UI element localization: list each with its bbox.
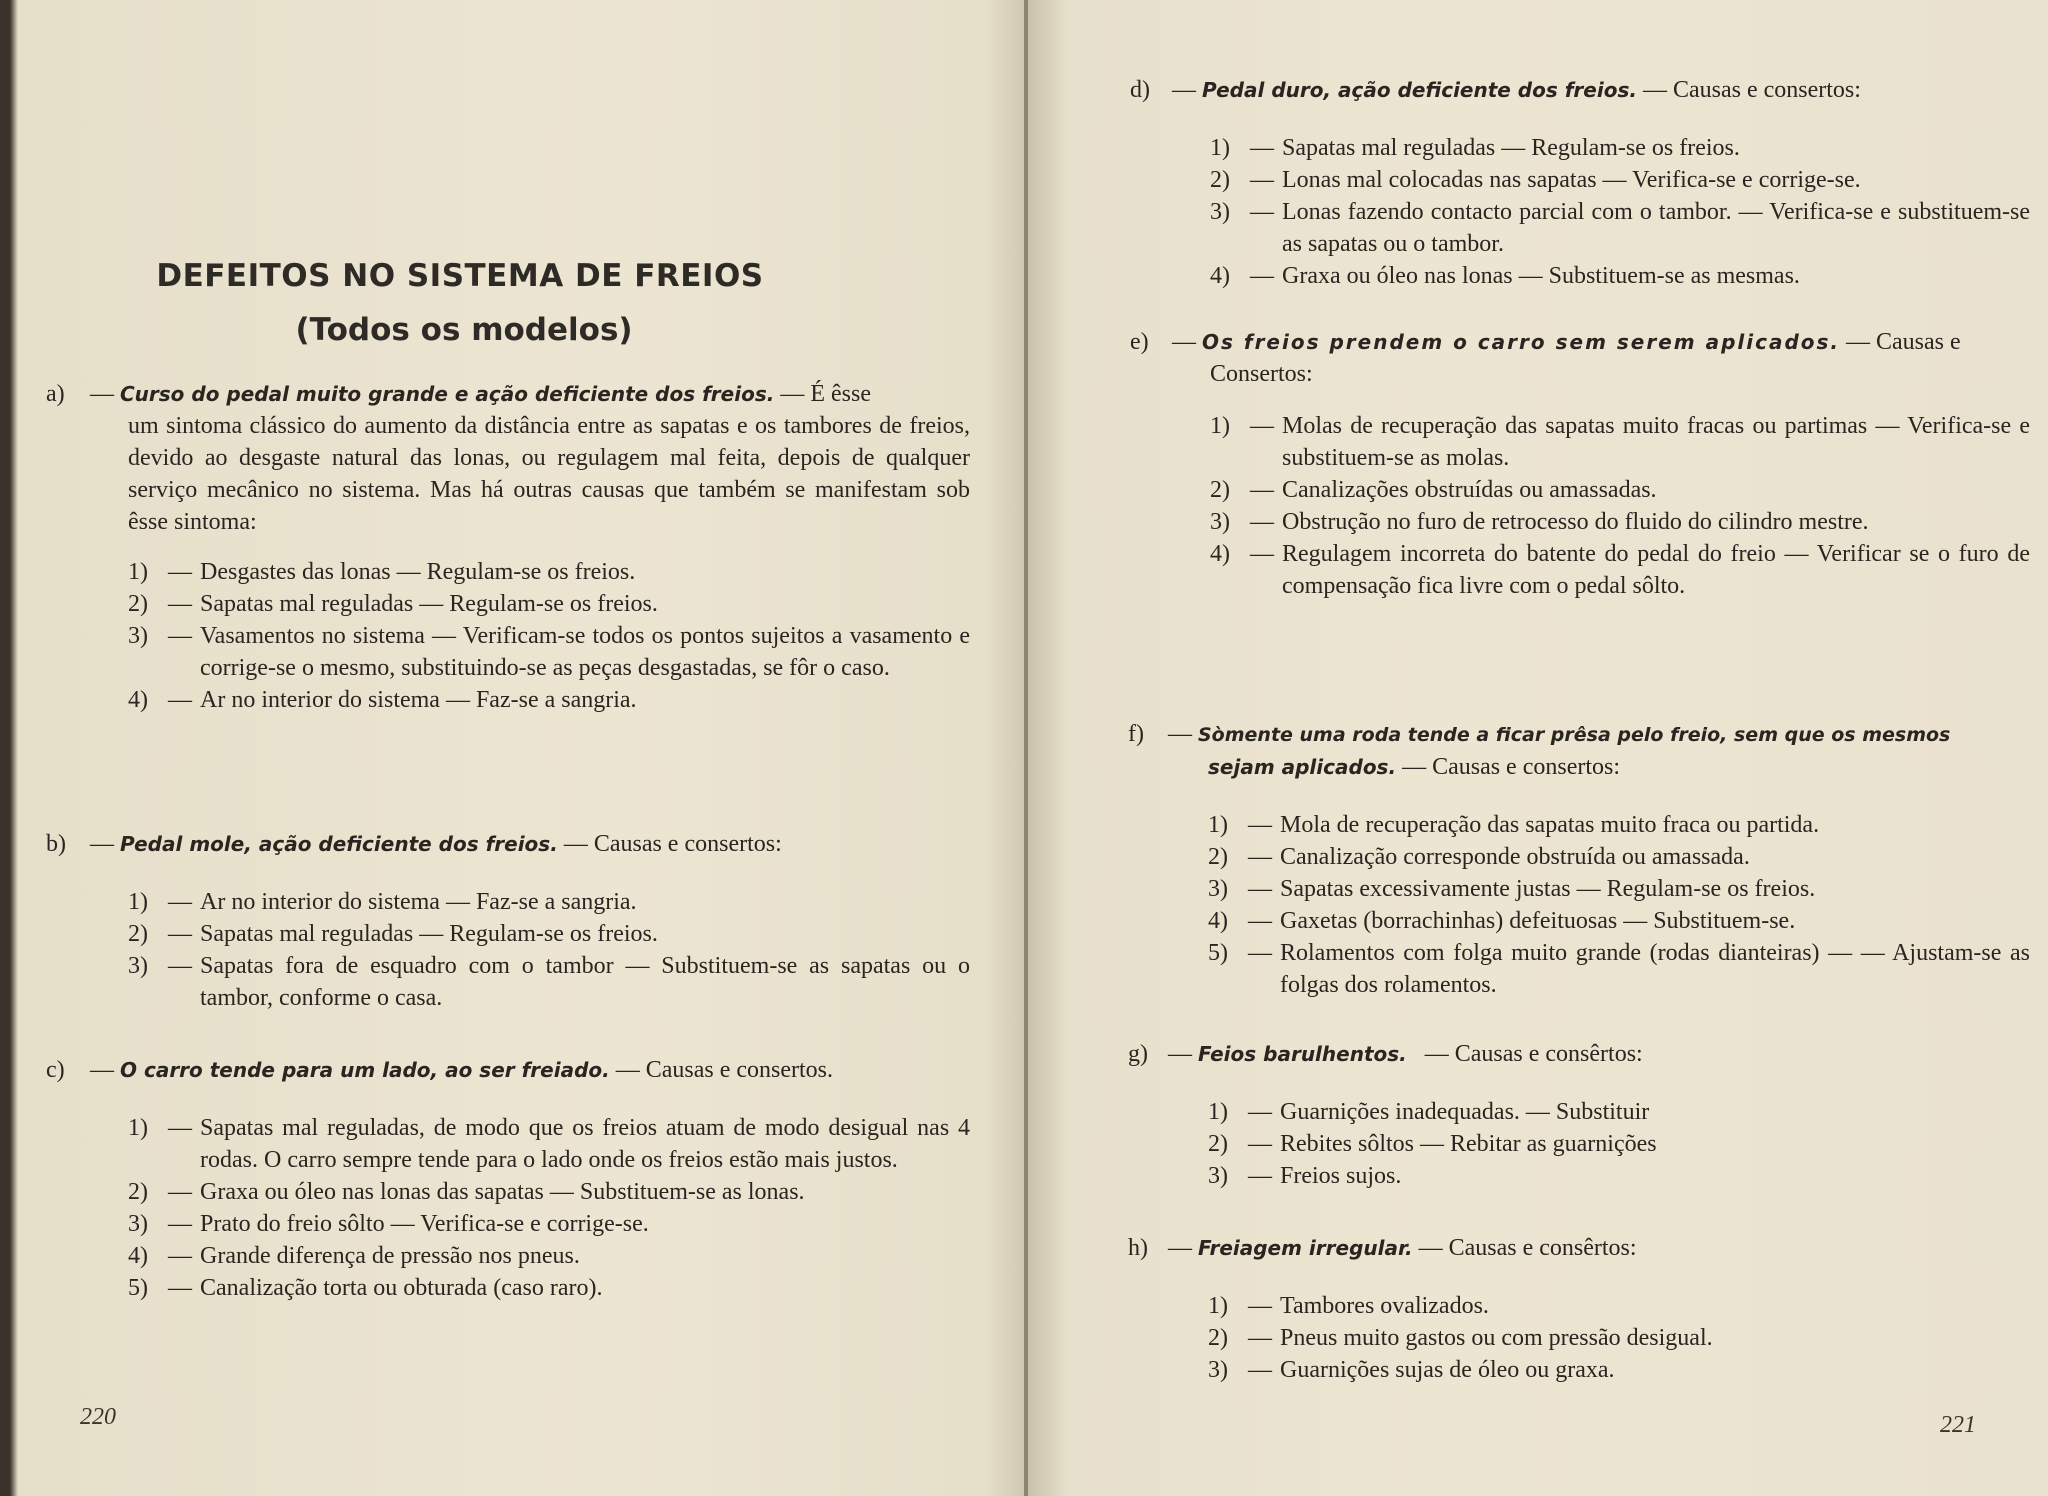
item-text: Gaxetas (borrachinhas) defeituosas — Substituem-se. [1280,908,1796,934]
page-number-left: 220 [80,1404,116,1430]
list-item [1208,1354,2030,1386]
list-item [1210,132,2030,164]
dash: — [1168,721,1198,747]
section-title: Pedal mole, ação deficiente dos freios. [120,832,558,856]
item-number: 2) [128,591,148,617]
section-letter: f) [1128,721,1144,747]
dash: — [168,623,192,649]
item-list [1208,1290,2030,1386]
dash: — [90,381,120,407]
item-text: Rebites sôltos — Rebitar as guarnições [1280,1131,1657,1157]
item-number: 4) [1208,908,1228,934]
item-number: 3) [128,953,148,979]
item-text: Tambores ovalizados. [1280,1293,1489,1319]
section-suffix: — Causas e consertos. [615,1057,834,1083]
item-number: 2) [1210,167,1230,193]
item-text: Canalização corresponde obstruída ou amassada. [1280,844,1750,870]
item-number: 4) [128,1243,148,1269]
dash: — [1172,77,1202,103]
list-item [1210,506,2030,538]
item-text: Ar no interior do sistema — Faz-se a sangria. [200,889,637,915]
section-suffix-continued: Consertos: [1210,361,1313,387]
section-title: Os freios prendem o carro sem serem aplicados. [1202,330,1841,354]
item-number: 1) [128,889,148,915]
section-title: Feios barulhentos. [1198,1042,1407,1066]
item-list [128,1112,970,1304]
section-title: Curso do pedal muito grande e ação deficiente dos freios. [120,382,775,406]
dash: — [1250,477,1274,503]
dash: — [168,1275,192,1301]
dash: — [168,559,192,585]
dash: — [168,921,192,947]
section-suffix: — Causas e consertos: [563,831,782,857]
item-number: 2) [1210,477,1230,503]
dash: — [1168,1235,1198,1261]
item-number: 1) [1208,1099,1228,1125]
section-d [1130,74,2030,292]
item-text: Obstrução no furo de retrocesso do fluido do cilindro mestre. [1282,509,1869,535]
item-text: Ar no interior do sistema — Faz-se a sangria. [200,687,637,713]
item-text: Graxa ou óleo nas lonas — Substituem-se as mesmas. [1282,263,1800,289]
dash: — [1248,1293,1272,1319]
item-number: 5) [128,1275,148,1301]
page-subtitle: (Todos os modelos) [295,312,633,348]
section-letter: b) [46,831,66,857]
section-text: um sintoma clássico do aumento da distância entre as sapatas e os tambores de freios, devido ao desgaste natural das lonas, ou regulagem mal feita, depois de qualquer serviço mecânico no sistema. Mas há outras causas que também se manifestam sob êsse sintoma: [128,413,970,535]
item-number: 3) [1208,1357,1228,1383]
section-letter: c) [46,1057,65,1083]
section-header [1128,1038,2030,1070]
list-item [128,1208,970,1240]
list-item [1210,260,2030,292]
item-number: 4) [128,687,148,713]
page-title: DEFEITOS NO SISTEMA DE FREIOS [156,258,764,294]
item-text: Sapatas fora de esquadro com o tambor — Substituem-se as sapatas ou o tambor, conforme o casa. [200,953,970,1011]
section-header [1128,718,2030,751]
item-number: 1) [1210,135,1230,161]
section-header [46,828,926,860]
item-number: 4) [1210,541,1230,567]
dash: — [1248,812,1272,838]
list-item [128,1240,970,1272]
section-e [1130,326,2030,602]
dash: — [1248,1357,1272,1383]
dash: — [90,831,120,857]
page-number-right: 221 [1940,1412,1976,1438]
list-item [128,588,970,620]
list-item [1210,164,2030,196]
list-item [1208,873,2030,905]
section-header [1128,1232,2030,1264]
dash: — [1248,1099,1272,1125]
dash: — [1248,876,1272,902]
list-item [1208,809,2030,841]
right-page [1028,0,2048,1496]
list-item [128,1176,970,1208]
section-g [1128,1038,2030,1192]
dash: — [1250,199,1274,225]
list-item [1208,841,2030,873]
section-letter: g) [1128,1041,1148,1067]
item-text: Guarnições sujas de óleo ou graxa. [1280,1357,1615,1383]
dash: — [1168,1041,1198,1067]
list-item [128,1272,970,1304]
list-item [128,1112,970,1176]
dash: — [168,1211,192,1237]
item-number: 1) [1208,1293,1228,1319]
list-item [1208,1096,2030,1128]
section-intro-tail: É êsse [810,381,871,407]
dash: — [1248,1131,1272,1157]
section-a [46,378,970,716]
dash: — [168,591,192,617]
dash: — [168,953,192,979]
item-text: Pneus muito gastos ou com pressão desigual. [1280,1325,1713,1351]
section-header-continued [1208,751,2030,783]
dash: — [1250,541,1274,567]
item-number: 2) [128,1179,148,1205]
dash: — [168,1179,192,1205]
section-letter: a) [46,381,65,407]
item-text: Canalizações obstruídas ou amassadas. [1282,477,1657,503]
list-item [128,556,970,588]
section-suffix: — Causas e consertos: [1402,754,1621,780]
item-text: Sapatas mal reguladas — Regulam-se os freios. [200,921,658,947]
item-text: Sapatas mal reguladas, de modo que os freios atuam de modo desigual nas 4 rodas. O carro sempre tende para o lado onde os freios estão mais justos. [200,1115,970,1173]
section-header [46,1054,926,1086]
dash: — [1172,329,1202,355]
item-number: 1) [128,559,148,585]
list-item [1208,1160,2030,1192]
dash: — [1248,844,1272,870]
section-header [1130,326,2030,358]
item-number: 2) [1208,844,1228,870]
section-h [1128,1232,2030,1386]
item-number: 2) [1208,1131,1228,1157]
dash: — [1250,413,1274,439]
item-text: Vasamentos no sistema — Verificam-se todos os pontos sujeitos a vasamento e corrige-se o mesmo, substituindo-se as peças desgastadas, se fôr o caso. [200,623,970,681]
dash: — [1248,1325,1272,1351]
list-item [1210,410,2030,474]
dash: — [90,1057,120,1083]
item-number: 1) [128,1115,148,1141]
section-title: Sòmente uma roda tende a ficar prêsa pelo freio, sem que os mesmos [1198,724,1951,746]
section-suffix: — Causas e consertos: [1642,77,1861,103]
item-text: Lonas fazendo contacto parcial com o tambor. — Verifica-se e substituem-se as sapatas ou o tambor. [1282,199,2030,257]
list-item [1208,937,2030,1001]
list-item [1210,538,2030,602]
item-text: Sapatas mal reguladas — Regulam-se os freios. [200,591,658,617]
section-c [46,1054,970,1304]
item-number: 4) [1210,263,1230,289]
section-letter: h) [1128,1235,1148,1261]
list-item [1208,905,2030,937]
item-text: Sapatas mal reguladas — Regulam-se os freios. [1282,135,1740,161]
item-text: Desgastes das lonas — Regulam-se os freios. [200,559,636,585]
dash: — [1250,509,1274,535]
item-number: 2) [128,921,148,947]
item-text: Grande diferença de pressão nos pneus. [200,1243,580,1269]
list-item [1208,1290,2030,1322]
list-item [128,950,970,1014]
item-text: Sapatas excessivamente justas — Regulam-se os freios. [1280,876,1816,902]
list-item [128,620,970,684]
dash: — [168,1115,192,1141]
section-header [46,378,926,410]
item-text: Rolamentos com folga muito grande (rodas dianteiras) — — Ajustam-se as folgas dos rolamentos. [1280,940,2030,998]
item-text: Molas de recuperação das sapatas muito fracas ou partimas — Verifica-se e substituem-se as molas. [1282,413,2030,471]
item-number: 3) [1210,509,1230,535]
dash: — [1248,1163,1272,1189]
item-list [1208,809,2030,1001]
section-title: Freiagem irregular. [1198,1236,1413,1260]
dash: — [168,687,192,713]
dash: — [774,381,811,407]
item-number: 3) [1210,199,1230,225]
section-title: Pedal duro, ação deficiente dos freios. [1202,78,1637,102]
item-text: Guarnições inadequadas. — Substituir [1280,1099,1650,1125]
dash: — [168,1243,192,1269]
item-text: Freios sujos. [1280,1163,1402,1189]
dash: — [1250,167,1274,193]
item-text: Regulagem incorreta do batente do pedal do freio — Verificar se o furo de compensação fica livre com o pedal sôlto. [1282,541,2030,599]
section-suffix: — Causas e consêrtos: [1424,1041,1643,1067]
dash: — [1250,263,1274,289]
item-number: 1) [1208,812,1228,838]
list-item [128,684,970,716]
section-title: O carro tende para um lado, ao ser freiado. [120,1058,610,1082]
section-b [46,828,970,1014]
list-item [1208,1128,2030,1160]
item-number: 3) [1208,1163,1228,1189]
section-header [1130,74,2030,106]
item-list [1210,132,2030,292]
section-suffix: — Causas e [1846,329,1961,355]
item-number: 2) [1208,1325,1228,1351]
item-list [1210,410,2030,602]
list-item [1210,196,2030,260]
item-list [128,556,970,716]
item-list [1208,1096,2030,1192]
item-number: 3) [128,623,148,649]
item-number: 5) [1208,940,1228,966]
dash: — [1248,908,1272,934]
dash: — [1250,135,1274,161]
section-title-continued: sejam aplicados. [1208,755,1397,779]
dash: — [168,889,192,915]
section-letter: e) [1130,329,1149,355]
item-number: 1) [1210,413,1230,439]
item-text: Canalização torta ou obturada (caso raro). [200,1275,603,1301]
list-item [1208,1322,2030,1354]
section-f [1128,718,2030,1001]
item-text: Graxa ou óleo nas lonas das sapatas — Substituem-se as lonas. [200,1179,805,1205]
item-text: Mola de recuperação das sapatas muito fraca ou partida. [1280,812,1820,838]
item-list [128,886,970,1014]
item-text: Prato do freio sôlto — Verifica-se e corrige-se. [200,1211,649,1237]
section-letter: d) [1130,77,1150,103]
list-item [128,886,970,918]
section-suffix: — Causas e consêrtos: [1418,1235,1637,1261]
list-item [1210,474,2030,506]
dash: — [1248,940,1272,966]
item-text: Lonas mal colocadas nas sapatas — Verifica-se e corrige-se. [1282,167,1861,193]
item-number: 3) [1208,876,1228,902]
list-item [128,918,970,950]
item-number: 3) [128,1211,148,1237]
